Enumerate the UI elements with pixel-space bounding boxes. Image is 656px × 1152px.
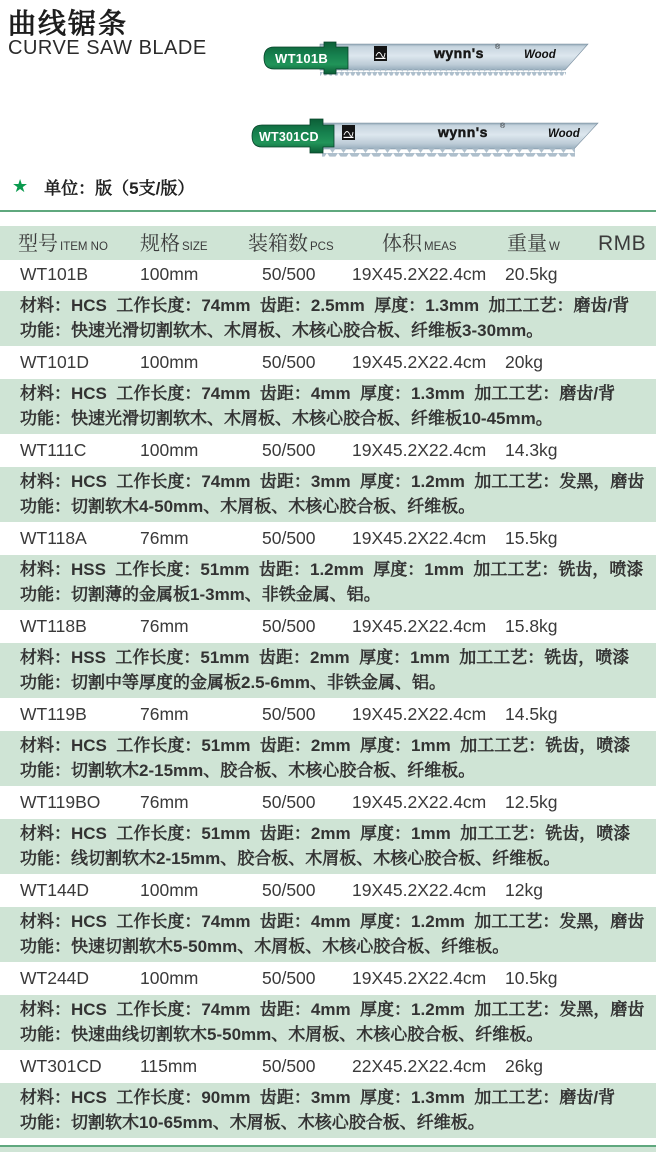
detail-line-material: 材料：HCS 工作长度：51mm 齿距：2mm 厚度：1mm 加工工艺：铣齿，喷漆 bbox=[20, 824, 631, 843]
table-row bbox=[0, 258, 656, 291]
product-detail bbox=[0, 819, 656, 874]
registered-mark: ® bbox=[495, 44, 501, 51]
cell-weight: 20.5kg bbox=[505, 264, 558, 284]
cell-size: 76mm bbox=[140, 704, 189, 724]
detail-line-material: 材料：HCS 工作长度：74mm 齿距：4mm 厚度：1.3mm 加工工艺：磨齿/背 bbox=[20, 384, 616, 403]
blade-teeth bbox=[320, 70, 566, 76]
cell-pcs: 50/500 bbox=[262, 968, 316, 988]
product-detail bbox=[0, 555, 656, 610]
cell-weight: 20kg bbox=[505, 352, 543, 372]
detail-line-function: 功能：切割中等厚度的金属板2.5-6mm、非铁金属、铝。 bbox=[20, 673, 446, 692]
product-block bbox=[0, 346, 656, 434]
product-block bbox=[0, 522, 656, 610]
brand-wordmark: wynn's bbox=[438, 124, 488, 140]
product-detail bbox=[0, 291, 656, 346]
header-rmb: RMB bbox=[598, 232, 647, 255]
cell-size: 100mm bbox=[140, 352, 199, 372]
product-detail bbox=[0, 731, 656, 786]
product-block bbox=[0, 786, 656, 874]
table-row bbox=[0, 346, 656, 379]
cell-pcs: 50/500 bbox=[262, 264, 316, 284]
page-title-en: CURVE SAW BLADE bbox=[8, 37, 207, 59]
detail-line-material: 材料：HCS 工作长度：90mm 齿距：3mm 厚度：1.3mm 加工工艺：磨齿/背 bbox=[20, 1088, 616, 1107]
header-weight: 重量 W bbox=[507, 233, 560, 255]
cell-weight: 14.5kg bbox=[505, 704, 558, 724]
table-row bbox=[0, 786, 656, 819]
table-row bbox=[0, 962, 656, 995]
product-detail bbox=[0, 1083, 656, 1138]
wood-label: Wood bbox=[524, 49, 556, 61]
cell-meas: 19X45.2X22.4cm bbox=[352, 440, 487, 460]
cell-size: 76mm bbox=[140, 792, 189, 812]
cell-model: WT118A bbox=[20, 528, 87, 548]
cell-weight: 26kg bbox=[505, 1056, 543, 1076]
detail-line-function: 功能：切割薄的金属板1-3mm、非铁金属、铝。 bbox=[20, 585, 381, 604]
cell-model: WT118B bbox=[20, 616, 87, 636]
cell-meas: 19X45.2X22.4cm bbox=[352, 792, 487, 812]
unit-note bbox=[12, 174, 194, 199]
saw-blade-image-wt101b bbox=[262, 36, 592, 82]
star-icon: ★ bbox=[12, 176, 29, 196]
cell-model: WT144D bbox=[20, 880, 90, 900]
detail-line-function: 功能：线切割软木2-15mm、胶合板、木屑板、木核心胶合板、纤维板。 bbox=[20, 849, 561, 868]
cell-size: 100mm bbox=[140, 264, 199, 284]
cell-pcs: 50/500 bbox=[262, 528, 316, 548]
brand-logo-base bbox=[376, 58, 386, 59]
cell-weight: 10.5kg bbox=[505, 968, 558, 988]
product-detail bbox=[0, 643, 656, 698]
cell-pcs: 50/500 bbox=[262, 880, 316, 900]
cell-size: 76mm bbox=[140, 616, 189, 636]
cell-pcs: 50/500 bbox=[262, 440, 316, 460]
table-row bbox=[0, 698, 656, 731]
registered-mark: ® bbox=[500, 123, 506, 130]
product-detail bbox=[0, 467, 656, 522]
brand-logo-base bbox=[344, 137, 354, 138]
detail-line-function: 功能：快速切割软木5-50mm、木屑板、木核心胶合板、纤维板。 bbox=[20, 937, 510, 956]
table-row bbox=[0, 522, 656, 555]
page-title-cn: 曲线锯条 bbox=[8, 8, 129, 39]
saw-blade-image-wt301cd bbox=[250, 113, 602, 161]
table-header bbox=[0, 226, 656, 260]
cell-size: 100mm bbox=[140, 440, 199, 460]
detail-line-function: 功能：快速曲线切割软木5-50mm、木屑板、木核心胶合板、纤维板。 bbox=[20, 1025, 544, 1044]
detail-line-material: 材料：HCS 工作长度：51mm 齿距：2mm 厚度：1mm 加工工艺：铣齿，喷漆 bbox=[20, 736, 631, 755]
cell-pcs: 50/500 bbox=[262, 616, 316, 636]
table-row bbox=[0, 434, 656, 467]
cell-meas: 19X45.2X22.4cm bbox=[352, 616, 487, 636]
cell-model: WT119BO bbox=[20, 792, 101, 812]
detail-line-function: 功能：切割软木4-50mm、木屑板、木核心胶合板、纤维板。 bbox=[20, 497, 476, 516]
cell-model: WT101D bbox=[20, 352, 90, 372]
product-block bbox=[0, 874, 656, 962]
cell-model: WT119B bbox=[20, 704, 87, 724]
cell-weight: 15.5kg bbox=[505, 528, 558, 548]
table-row bbox=[0, 610, 656, 643]
cell-model: WT111C bbox=[20, 440, 87, 460]
product-block bbox=[0, 962, 656, 1050]
wood-label: Wood bbox=[548, 128, 580, 140]
detail-line-material: 材料：HSS 工作长度：51mm 齿距：2mm 厚度：1mm 加工工艺：铣齿，喷漆 bbox=[20, 648, 630, 667]
detail-line-material: 材料：HSS 工作长度：51mm 齿距：1.2mm 厚度：1mm 加工工艺：铣齿，喷漆 bbox=[20, 560, 644, 579]
detail-line-function: 功能：快速光滑切割软木、木屑板、木核心胶合板、纤维板10-45mm。 bbox=[20, 409, 553, 428]
header-item-no: 型号 ITEM NO bbox=[18, 233, 108, 255]
product-block bbox=[0, 258, 656, 346]
detail-line-material: 材料：HCS 工作长度：74mm 齿距：4mm 厚度：1.2mm 加工工艺：发黑，磨齿 bbox=[20, 1000, 645, 1019]
cell-size: 115mm bbox=[140, 1056, 198, 1076]
cell-meas: 19X45.2X22.4cm bbox=[352, 704, 487, 724]
header-size: 规格 SIZE bbox=[140, 233, 208, 255]
detail-line-material: 材料：HCS 工作长度：74mm 齿距：3mm 厚度：1.2mm 加工工艺：发黑，磨齿 bbox=[20, 472, 645, 491]
header-pcs: 装箱数 PCS bbox=[248, 233, 334, 255]
cell-meas: 19X45.2X22.4cm bbox=[352, 264, 487, 284]
cell-meas: 22X45.2X22.4cm bbox=[352, 1056, 487, 1076]
cell-meas: 19X45.2X22.4cm bbox=[352, 352, 487, 372]
product-block bbox=[0, 610, 656, 698]
blade-model-label: WT301CD bbox=[259, 130, 319, 144]
bottom-strip bbox=[0, 1145, 656, 1152]
cell-weight: 15.8kg bbox=[505, 616, 558, 636]
table-body bbox=[0, 258, 656, 1138]
cell-size: 100mm bbox=[140, 968, 199, 988]
cell-model: WT101B bbox=[20, 264, 89, 284]
detail-line-material: 材料：HCS 工作长度：74mm 齿距：4mm 厚度：1.2mm 加工工艺：发黑，磨齿 bbox=[20, 912, 645, 931]
cell-model: WT301CD bbox=[20, 1056, 102, 1076]
cell-weight: 12.5kg bbox=[505, 792, 558, 812]
cell-meas: 19X45.2X22.4cm bbox=[352, 528, 487, 548]
cell-size: 76mm bbox=[140, 528, 189, 548]
table-row bbox=[0, 874, 656, 907]
cell-pcs: 50/500 bbox=[262, 704, 316, 724]
product-detail bbox=[0, 907, 656, 962]
cell-meas: 19X45.2X22.4cm bbox=[352, 880, 487, 900]
cell-weight: 14.3kg bbox=[505, 440, 558, 460]
blade-model-label: WT101B bbox=[275, 51, 329, 66]
blade-teeth bbox=[322, 149, 575, 157]
product-block bbox=[0, 1050, 656, 1138]
detail-line-material: 材料：HCS 工作长度：74mm 齿距：2.5mm 厚度：1.3mm 加工工艺：磨齿/背 bbox=[20, 296, 630, 315]
cell-meas: 19X45.2X22.4cm bbox=[352, 968, 487, 988]
cell-model: WT244D bbox=[20, 968, 90, 988]
detail-line-function: 功能：切割软木10-65mm、木屑板、木核心胶合板、纤维板。 bbox=[20, 1113, 485, 1132]
cell-size: 100mm bbox=[140, 880, 199, 900]
unit-note-text: 单位：版（5支/版） bbox=[44, 179, 195, 198]
product-detail bbox=[0, 379, 656, 434]
table-row bbox=[0, 1050, 656, 1083]
detail-line-function: 功能：快速光滑切割软木、木屑板、木核心胶合板、纤维板3-30mm。 bbox=[20, 321, 544, 340]
header-meas: 体积 MEAS bbox=[382, 233, 457, 255]
product-detail bbox=[0, 995, 656, 1050]
product-block bbox=[0, 434, 656, 522]
cell-pcs: 50/500 bbox=[262, 1056, 316, 1076]
product-block bbox=[0, 698, 656, 786]
brand-wordmark: wynn's bbox=[434, 45, 484, 61]
cell-pcs: 50/500 bbox=[262, 792, 316, 812]
divider-rule bbox=[0, 210, 656, 212]
detail-line-function: 功能：切割软木2-15mm、胶合板、木核心胶合板、纤维板。 bbox=[20, 761, 476, 780]
cell-weight: 12kg bbox=[505, 880, 543, 900]
cell-pcs: 50/500 bbox=[262, 352, 316, 372]
